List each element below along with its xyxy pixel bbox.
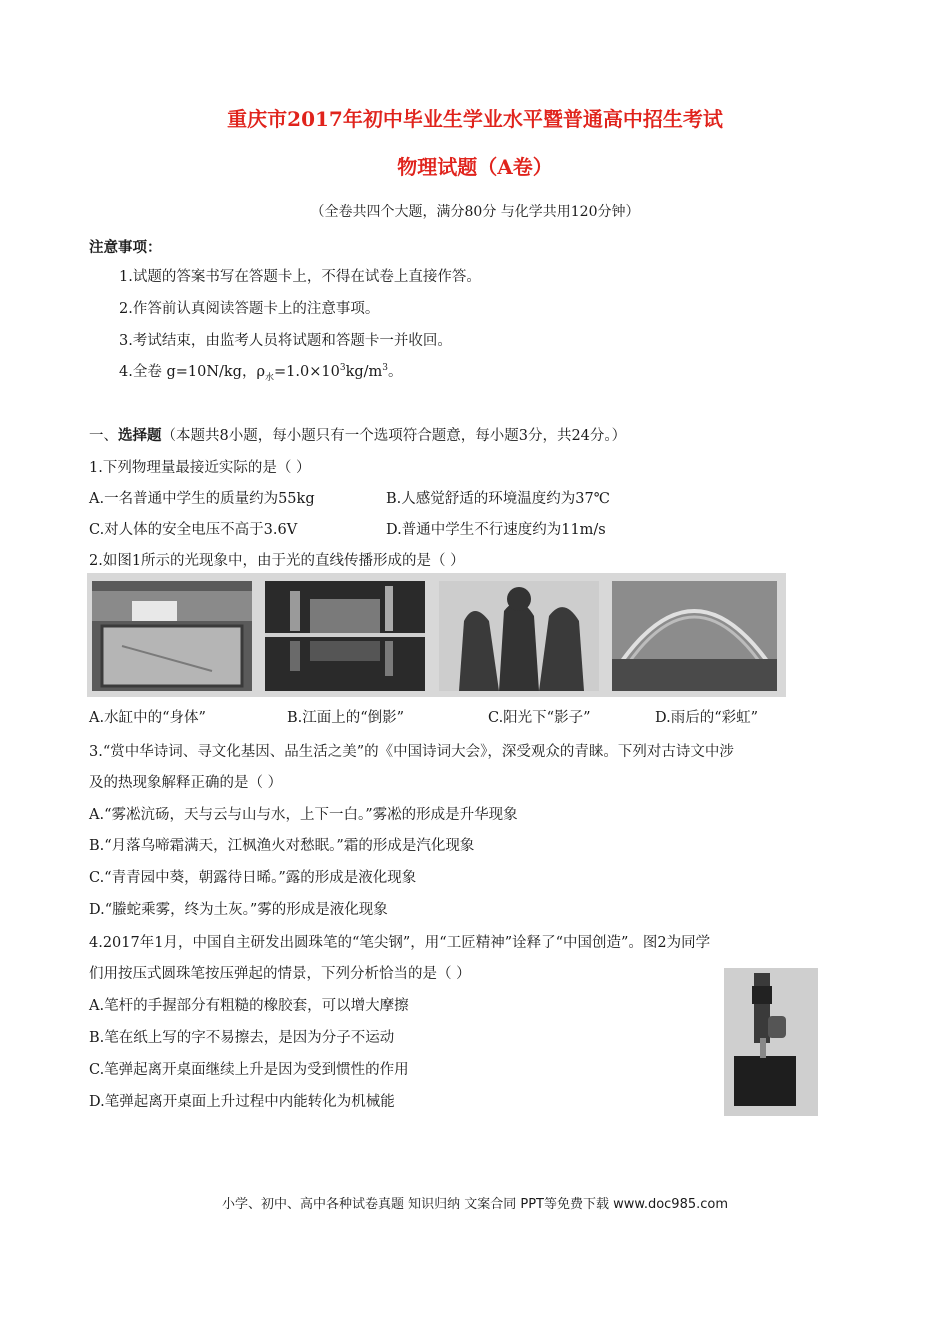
notice-item-1: 1.试题的答案书写在答题卡上，不得在试卷上直接作答。 — [119, 269, 481, 285]
q1-option-b: B.人感觉舒适的环境温度约为37℃ — [386, 491, 610, 507]
q3-stem-line-1: 3.“赏中华诗词、寻文化基因、品生活之美”的《中国诗词大会》，深受观众的青睐。下列对古诗文中涉 — [89, 744, 734, 760]
q4-option-b: B.笔在纸上写的字不易擦去，是因为分子不运动 — [89, 1030, 395, 1046]
fish-tank-photo — [92, 581, 252, 691]
exam-subtitle: 物理试题（A卷） — [397, 155, 553, 179]
page-footer: 小学、初中、高中各种试卷真题 知识归纳 文案合同 PPT等免费下载 www.doc985.com — [221, 1197, 729, 1212]
section-heading: 一、选择题（本题共8小题，每小题只有一个选项符合题意，每小题3分，共24分。） — [89, 427, 627, 444]
q3-option-c: C.“青青园中葵，朝露待日晞。”露的形成是液化现象 — [89, 870, 417, 886]
exam-note: （全卷共四个大题，满分80分 与化学共用120分钟） — [310, 204, 640, 220]
figure-2-pen-photo — [724, 968, 818, 1116]
q2-stem: 2.如图1所示的光现象中，由于光的直线传播形成的是（ ） — [89, 553, 465, 569]
q2-option-d: D.雨后的“彩虹” — [655, 710, 759, 726]
q3-option-d: D.“螣蛇乘雾，终为土灰。”雾的形成是液化现象 — [89, 902, 388, 918]
q1-option-a: A.一名普通中学生的质量约为55kg — [89, 491, 315, 507]
notice-item-3: 3.考试结束，由监考人员将试题和答题卡一并收回。 — [119, 333, 452, 349]
q1-option-d: D.普通中学生不行速度约为11m/s — [386, 522, 606, 538]
river-reflection-photo — [265, 581, 425, 691]
shadow-photo — [439, 581, 599, 691]
notice-item-4: 4.全卷 g=10N/kg，$\rho_水=1.0\times 10^3kg/m^3$。 — [119, 363, 403, 383]
q3-stem-line-2: 及的热现象解释正确的是（ ） — [89, 775, 283, 791]
rainbow-photo — [612, 581, 777, 691]
q3-option-a: A.“雾凇沆砀，天与云与山与水，上下一白。”雾凇的形成是升华现象 — [89, 807, 518, 823]
q3-option-b: B.“月落乌啼霜满天，江枫渔火对愁眠。”霜的形成是汽化现象 — [89, 838, 475, 854]
q4-stem-line-2: 们用按压式圆珠笔按压弹起的情景，下列分析恰当的是（ ） — [89, 966, 471, 982]
notice-heading: 注意事项： — [89, 239, 162, 256]
q4-option-a: A.笔杆的手握部分有粗糙的橡胶套，可以增大摩擦 — [89, 998, 409, 1014]
exam-title: 重庆市2017年初中毕业生学业水平暨普通高中招生考试 — [227, 107, 723, 131]
notice-item-2: 2.作答前认真阅读答题卡上的注意事项。 — [119, 301, 380, 317]
q2-option-a: A.水缸中的“身体” — [89, 710, 206, 726]
q1-stem: 1.下列物理量最接近实际的是（ ） — [89, 460, 311, 476]
q4-option-d: D.笔弹起离开桌面上升过程中内能转化为机械能 — [89, 1094, 395, 1110]
q1-option-c: C.对人体的安全电压不高于3.6V — [89, 522, 298, 538]
q2-option-b: B.江面上的“倒影” — [287, 710, 405, 726]
q4-stem-line-1: 4.2017年1月，中国自主研发出圆珠笔的“笔尖钢”，用“工匠精神”诠释了“中国创造”。图2为同学 — [89, 935, 711, 951]
figure-1-photos — [87, 573, 786, 697]
q4-option-c: C.笔弹起离开桌面继续上升是因为受到惯性的作用 — [89, 1062, 409, 1078]
q2-option-c: C.阳光下“影子” — [488, 710, 591, 726]
